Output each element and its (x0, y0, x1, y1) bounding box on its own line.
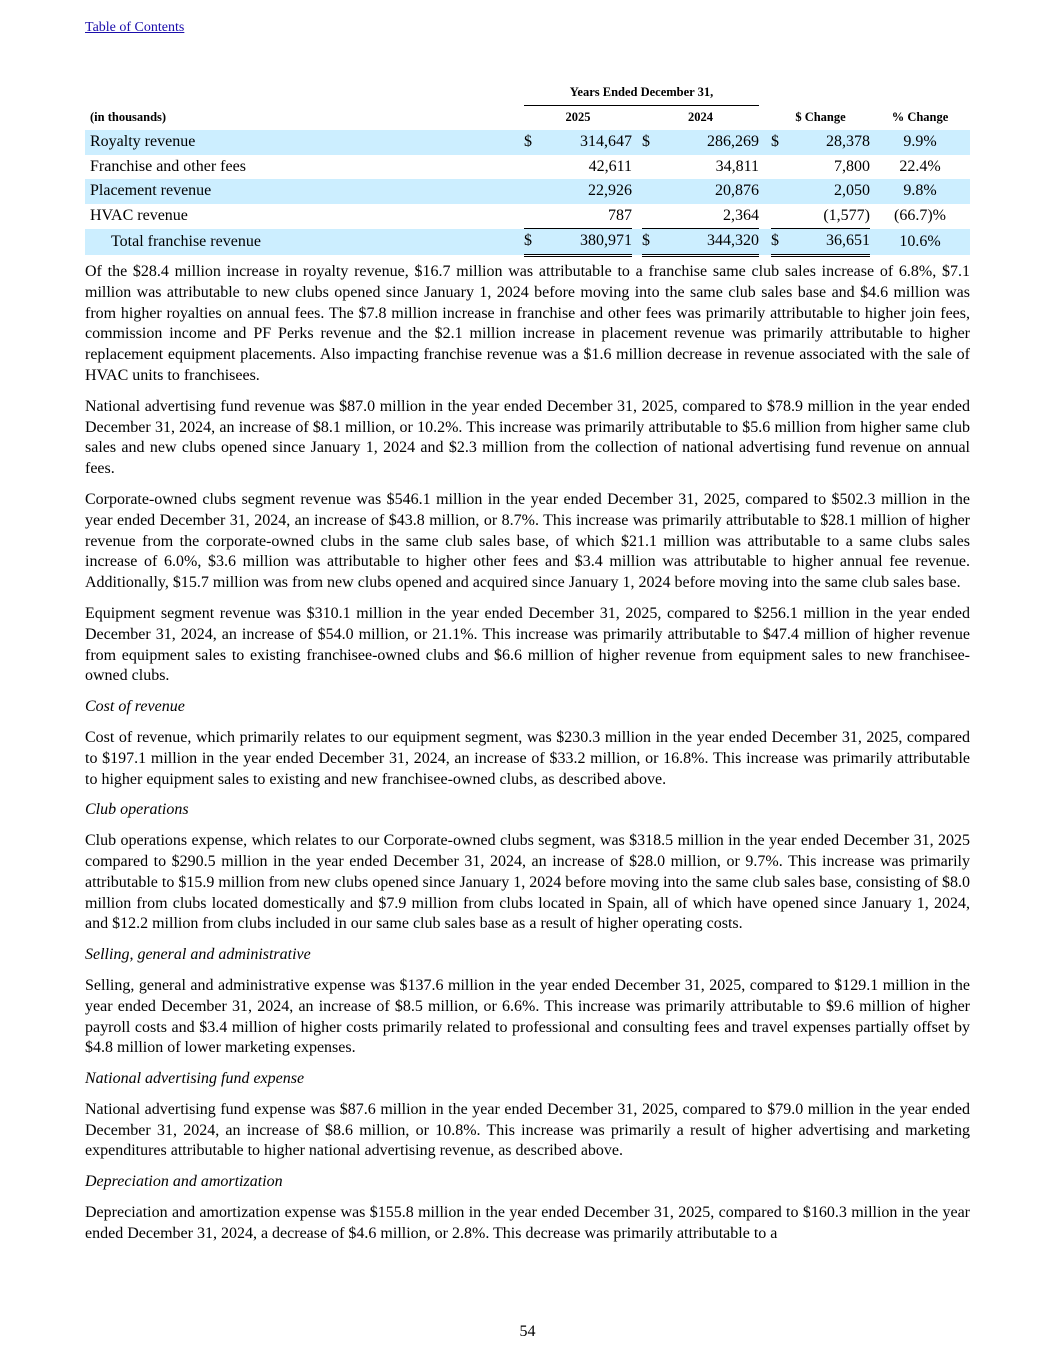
value-2025: 787 (544, 204, 632, 229)
value-change: 28,378 (791, 130, 870, 155)
paragraph-cost-of-revenue: Cost of revenue, which primarily relates to our equipment segment, was $230.3 million in the year ended December 31, 2025, compared to $197.1 million in the year ended December 31, 2024, an increase of $33.2 million, or 16.8%. This increase was primarily attributable to higher equipment sales to existing and new franchisee-owned clubs, as described above. (85, 728, 970, 788)
table-row (85, 130, 970, 155)
currency-symbol (524, 155, 544, 180)
header-years-ended: Years Ended December 31, (524, 80, 759, 105)
currency-symbol: $ (771, 229, 791, 256)
value-2025: 380,971 (544, 229, 632, 256)
currency-symbol: $ (771, 130, 791, 155)
value-2025: 42,611 (588, 157, 632, 175)
value-2024: 2,364 (662, 204, 759, 229)
currency-symbol: $ (524, 130, 544, 155)
row-label: Total franchise revenue (85, 229, 524, 256)
heading-depreciation: Depreciation and amortization (85, 1173, 283, 1191)
value-change: 7,800 (834, 157, 870, 175)
body-text (85, 262, 970, 1255)
value-2024: 34,811 (715, 157, 759, 175)
currency-symbol (524, 204, 544, 229)
table-of-contents-link[interactable]: Table of Contents (85, 20, 185, 35)
heading-advertising-expense: National advertising fund expense (85, 1070, 305, 1088)
heading-club-operations: Club operations (85, 801, 189, 819)
currency-symbol (524, 179, 544, 204)
franchise-revenue-table (85, 80, 970, 257)
row-label: Placement revenue (85, 179, 524, 204)
table-row (85, 204, 970, 229)
currency-symbol (642, 179, 662, 204)
heading-sga: Selling, general and administrative (85, 946, 311, 964)
value-2025: 314,647 (544, 130, 632, 155)
value-2025: 22,926 (544, 179, 632, 204)
value-change: (1,577) (791, 204, 870, 229)
value-pct-change: (66.7)% (894, 207, 946, 224)
value-pct-change: 22.4% (899, 157, 941, 175)
value-pct-change: 9.8% (870, 179, 970, 204)
header-in-thousands: (in thousands) (90, 110, 167, 124)
paragraph-corporate-clubs: Corporate-owned clubs segment revenue was $546.1 million in the year ended December 31, 2025, compared to $502.3 million in the year ended December 31, 2024, an increase of $43.8 million, or 8.7%. This increase was primarily attributable to $28.1 million of higher revenue from the corporate-owned clubs in the same club sales base, of which $21.1 million was attributable to a same clubs sales increase of 6.0%, $3.6 million was attributable to higher other fees and $3.4 million was attributable to higher annual fee revenue. Additionally, $15.7 million was from new clubs opened and acquired since January 1, 2024 before moving into the same club sales base. (85, 490, 970, 592)
table-row (85, 179, 970, 204)
header-dollar-change: $ Change (795, 110, 846, 124)
currency-symbol (771, 179, 791, 204)
currency-symbol: $ (642, 229, 662, 256)
paragraph-sga: Selling, general and administrative expense was $137.6 million in the year ended December 31, 2025, compared to $129.1 million in the year ended December 31, 2024, an increase of $8.5 million, or 6.6%. This increase was primarily attributable to $9.6 million of higher payroll costs and $3.4 million of higher costs primarily related to professional and consulting fees and travel expenses partially offset by $4.8 million of lower marketing expenses. (85, 976, 970, 1057)
currency-symbol: $ (642, 130, 662, 155)
paragraph-royalty: Of the $28.4 million increase in royalty revenue, $16.7 million was attributable to a franchise same club sales increase of 6.8%, $7.1 million was attributable to new clubs opened since January 1, 2024 before moving into the same club sales base and $4.6 million was from higher royalties on annual fees. The $7.8 million increase in franchise and other fees was primarily attributable to higher join fees, commission income and PF Perks revenue and the $2.1 million increase in placement revenue was primarily attributable to higher replacement equipment placements. Also impacting franchise revenue was a $1.6 million decrease in revenue associated with the sale of HVAC units to franchisees. (85, 263, 970, 384)
row-label: HVAC revenue (90, 207, 188, 224)
paragraph-advertising-expense: National advertising fund expense was $87.6 million in the year ended December 31, 2025, compared to $79.0 million in the year ended December 31, 2024, an increase of $8.6 million, or 10.8%. This increase was primarily a result of higher advertising and marketing expenditures attributable to higher national advertising revenue, as described above. (85, 1100, 970, 1160)
row-label: Royalty revenue (85, 130, 524, 155)
value-2024: 344,320 (662, 229, 759, 256)
table-row (85, 155, 970, 180)
value-change: 2,050 (791, 179, 870, 204)
currency-symbol (771, 155, 791, 180)
value-pct-change: 10.6% (870, 229, 970, 256)
table-total-row (85, 229, 970, 256)
header-pct-change: % Change (891, 110, 949, 124)
value-2024: 286,269 (662, 130, 759, 155)
value-2024: 20,876 (662, 179, 759, 204)
paragraph-equipment: Equipment segment revenue was $310.1 million in the year ended December 31, 2025, compared to $256.1 million in the year ended December 31, 2024, an increase of $54.0 million, or 21.1%. This increase was primarily attributable to $47.4 million of higher revenue from equipment sales to existing franchisee-owned clubs and $6.6 million of higher revenue from equipment sales to new franchisee-owned clubs. (85, 604, 970, 685)
table-header-row (85, 105, 970, 130)
currency-symbol: $ (524, 229, 544, 256)
currency-symbol (642, 155, 662, 180)
header-2025: 2025 (565, 110, 591, 125)
heading-cost-of-revenue: Cost of revenue (85, 698, 185, 716)
row-label: Franchise and other fees (90, 157, 246, 175)
page-number: 54 (519, 1323, 536, 1340)
currency-symbol (642, 204, 662, 229)
paragraph-advertising-revenue: National advertising fund revenue was $87.0 million in the year ended December 31, 2025, compared to $78.9 million in the year ended December 31, 2024, an increase of $8.1 million, or 10.2%. This increase was primarily attributable to $5.6 million from higher same club sales and new clubs opened since January 1, 2024 and $2.3 million from the collection of national advertising fund revenue on annual fees. (85, 397, 970, 478)
value-pct-change: 9.9% (870, 130, 970, 155)
currency-symbol (771, 204, 791, 229)
table-header-group-row (85, 80, 970, 105)
value-change: 36,651 (791, 229, 870, 256)
paragraph-depreciation: Depreciation and amortization expense was $155.8 million in the year ended December 31, 2025, compared to $160.3 million in the year ended December 31, 2024, a decrease of $4.6 million, or 2.8%. This decrease was primarily attributable to a (85, 1204, 970, 1242)
header-2024: 2024 (688, 110, 713, 125)
paragraph-club-operations: Club operations expense, which relates to our Corporate-owned clubs segment, was $318.5 million in the year ended December 31, 2025 compared to $290.5 million in the year ended December 31, 2024, an increase of $28.0 million, or 9.7%. This increase was primarily attributable to $15.9 million from new clubs opened since January 1, 2024 before moving into the same club sales base, consisting of $8.0 million from clubs located domestically and $7.9 million from clubs located in Spain, all of which have opened since January 1, 2024, and $12.2 million from clubs included in our same club sales base as a result of higher operating costs. (85, 832, 970, 933)
